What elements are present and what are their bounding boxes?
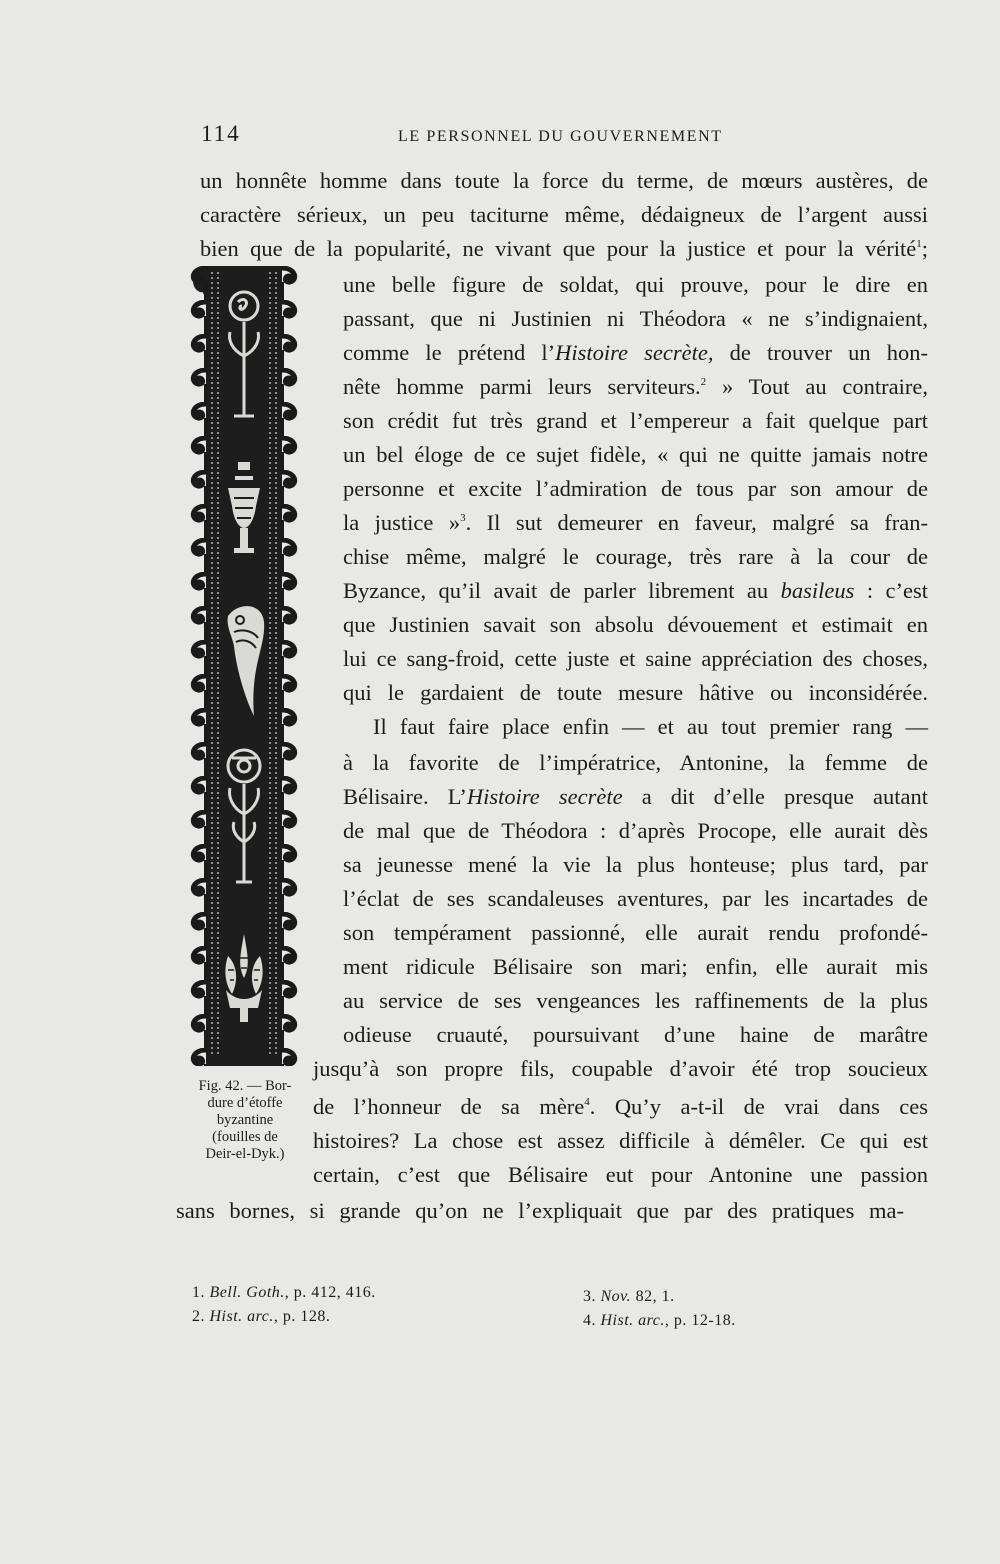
fabric-border-figure: [188, 266, 300, 1066]
body-line: [200, 164, 928, 198]
italic-title: Histoire secrète,: [555, 340, 714, 365]
footnote-number: 3.: [583, 1288, 596, 1305]
body-text: lui ce sang-froid, cette juste et saine appréciation des choses,: [343, 646, 928, 671]
body-text: de l’honneur de sa mère: [313, 1094, 585, 1119]
body-text: : c’est: [854, 578, 928, 603]
footnote-text: 82, 1.: [631, 1288, 675, 1305]
body-text: jusqu’à son propre fils, coupable d’avoir été trop soucieux: [313, 1056, 928, 1081]
footnote-text: , p. 12-18.: [664, 1312, 736, 1329]
body-text: Bélisaire. L’: [343, 784, 467, 809]
body-line: [343, 950, 928, 984]
body-text: l’éclat de ses scandaleuses aventures, par les incartades de: [343, 886, 928, 911]
body-text: ;: [921, 236, 928, 261]
body-text: » Tout au contraire,: [706, 374, 929, 399]
body-text: odieuse cruauté, poursuivant d’une haine de marâtre: [343, 1022, 928, 1047]
body-text: au service de ses vengeances les raffinements de la plus: [343, 988, 928, 1013]
caption-line: byzantine: [216, 1112, 274, 1128]
body-text: une belle figure de soldat, qui prouve, pour le dire en: [343, 272, 928, 297]
caption-line: Fig. 42. — Bor-: [198, 1078, 292, 1094]
body-text: a dit d’elle presque autant: [622, 784, 929, 809]
figure-caption: [170, 1078, 320, 1163]
body-line: [343, 882, 928, 916]
body-line: [343, 916, 928, 950]
body-text: un bel éloge de ce sujet fidèle, « qui ne quitte jamais notre: [343, 442, 928, 467]
body-line: [343, 574, 928, 608]
body-line: [343, 608, 928, 642]
body-text: . Il sut demeurer en faveur, malgré sa fran-: [465, 510, 928, 535]
body-line: [343, 438, 928, 472]
body-text: bien que de la popularité, ne vivant que pour la justice et pour la vérité: [200, 236, 917, 261]
body-line: [313, 1158, 928, 1192]
page-number: 114: [201, 121, 241, 146]
italic-title: Histoire secrète: [466, 784, 623, 809]
body-line: [343, 370, 928, 404]
body-text: sans bornes, si grande qu’on ne l’expliquait que par des pratiques ma-: [176, 1198, 904, 1223]
body-text: de trouver un hon-: [713, 340, 928, 365]
footnote-source: Nov.: [600, 1288, 632, 1305]
body-line: [373, 710, 928, 744]
body-line: [343, 506, 928, 540]
body-line: [343, 540, 928, 574]
body-text: son tempérament passionné, elle aurait rendu profondé-: [343, 920, 928, 945]
body-line: [176, 1194, 904, 1228]
caption-line: (fouilles de: [212, 1129, 278, 1145]
body-line: [343, 1018, 928, 1052]
footnote-ref: 3: [460, 512, 466, 524]
body-text: chise même, malgré le courage, très rare à la cour de: [343, 544, 928, 569]
footnote-text: , p. 412, 416.: [284, 1284, 376, 1301]
body-line: [343, 302, 928, 336]
body-line: [200, 232, 928, 266]
body-line: [343, 848, 928, 882]
body-text: Byzance, qu’il avait de parler librement au: [343, 578, 781, 603]
body-text: . Qu’y a-t-il de vrai dans ces: [589, 1094, 928, 1119]
caption-line: Deir-el-Dyk.): [205, 1146, 285, 1162]
footnote-text: , p. 128.: [273, 1308, 331, 1325]
body-line: [343, 746, 928, 780]
body-text: Il faut faire place enfin — et au tout premier rang —: [373, 714, 928, 739]
footnote-ref: 1: [916, 238, 922, 250]
body-text: ment ridicule Bélisaire son mari; enfin, elle aurait mis: [343, 954, 928, 979]
body-text: son crédit fut très grand et l’empereur a fait quelque part: [343, 408, 928, 433]
footnote-number: 4.: [583, 1312, 596, 1329]
footnote-ref: 2: [700, 376, 707, 388]
body-text: certain, c’est que Bélisaire eut pour Antonine une passion: [313, 1162, 928, 1187]
fabric-border-illustration: [188, 266, 300, 1066]
body-text: nête homme parmi leurs serviteurs.: [343, 374, 701, 399]
body-text: à la favorite de l’impératrice, Antonine, la femme de: [343, 750, 928, 775]
body-text: qui le gardaient de toute mesure hâtive ou inconsidérée.: [343, 680, 928, 705]
body-text: que Justinien savait son absolu dévouement et estimait en: [343, 612, 928, 637]
body-line: [343, 642, 928, 676]
body-text: personne et excite l’admiration de tous par son amour de: [343, 476, 928, 501]
body-line: [200, 198, 928, 232]
italic-term: basileus: [780, 578, 855, 603]
body-text: caractère sérieux, un peu taciturne même, dédaigneux de l’argent aussi: [200, 202, 928, 227]
running-head: LE PERSONNEL DU GOUVERNEMENT: [398, 128, 723, 145]
body-text: comme le prétend l’: [343, 340, 556, 365]
footnote-source: Bell. Goth.: [209, 1284, 285, 1301]
body-text: passant, que ni Justinien ni Théodora « ne s’indignaient,: [343, 306, 928, 331]
body-line: [343, 336, 928, 370]
body-line: [343, 780, 928, 814]
body-line: [313, 1090, 928, 1124]
body-text: un honnête homme dans toute la force du terme, de mœurs austères, de: [200, 168, 928, 193]
footnote-2: [192, 1306, 330, 1328]
body-line: [313, 1052, 928, 1086]
body-line: [343, 984, 928, 1018]
body-line: [343, 404, 928, 438]
body-text: de mal que de Théodora : d’après Procope, elle aurait dès: [343, 818, 928, 843]
footnote-1: [192, 1282, 376, 1304]
footnote-3: [583, 1286, 675, 1308]
body-line: [343, 676, 928, 710]
footnote-number: 1.: [192, 1284, 205, 1301]
footnote-source: Hist. arc.: [209, 1308, 274, 1325]
footnote-source: Hist. arc.: [600, 1312, 665, 1329]
caption-line: dure d’étoffe: [207, 1095, 283, 1111]
body-line: [343, 472, 928, 506]
body-line: [343, 814, 928, 848]
footnote-number: 2.: [192, 1308, 205, 1325]
body-line: [343, 268, 928, 302]
footnote-4: [583, 1310, 736, 1332]
body-line: [313, 1124, 928, 1158]
body-text: sa jeunesse mené la vie la plus honteuse; plus tard, par: [343, 852, 928, 877]
body-text: la justice »: [343, 510, 461, 535]
footnote-ref: 4: [584, 1096, 590, 1108]
body-text: histoires? La chose est assez difficile à démêler. Ce qui est: [313, 1128, 928, 1153]
